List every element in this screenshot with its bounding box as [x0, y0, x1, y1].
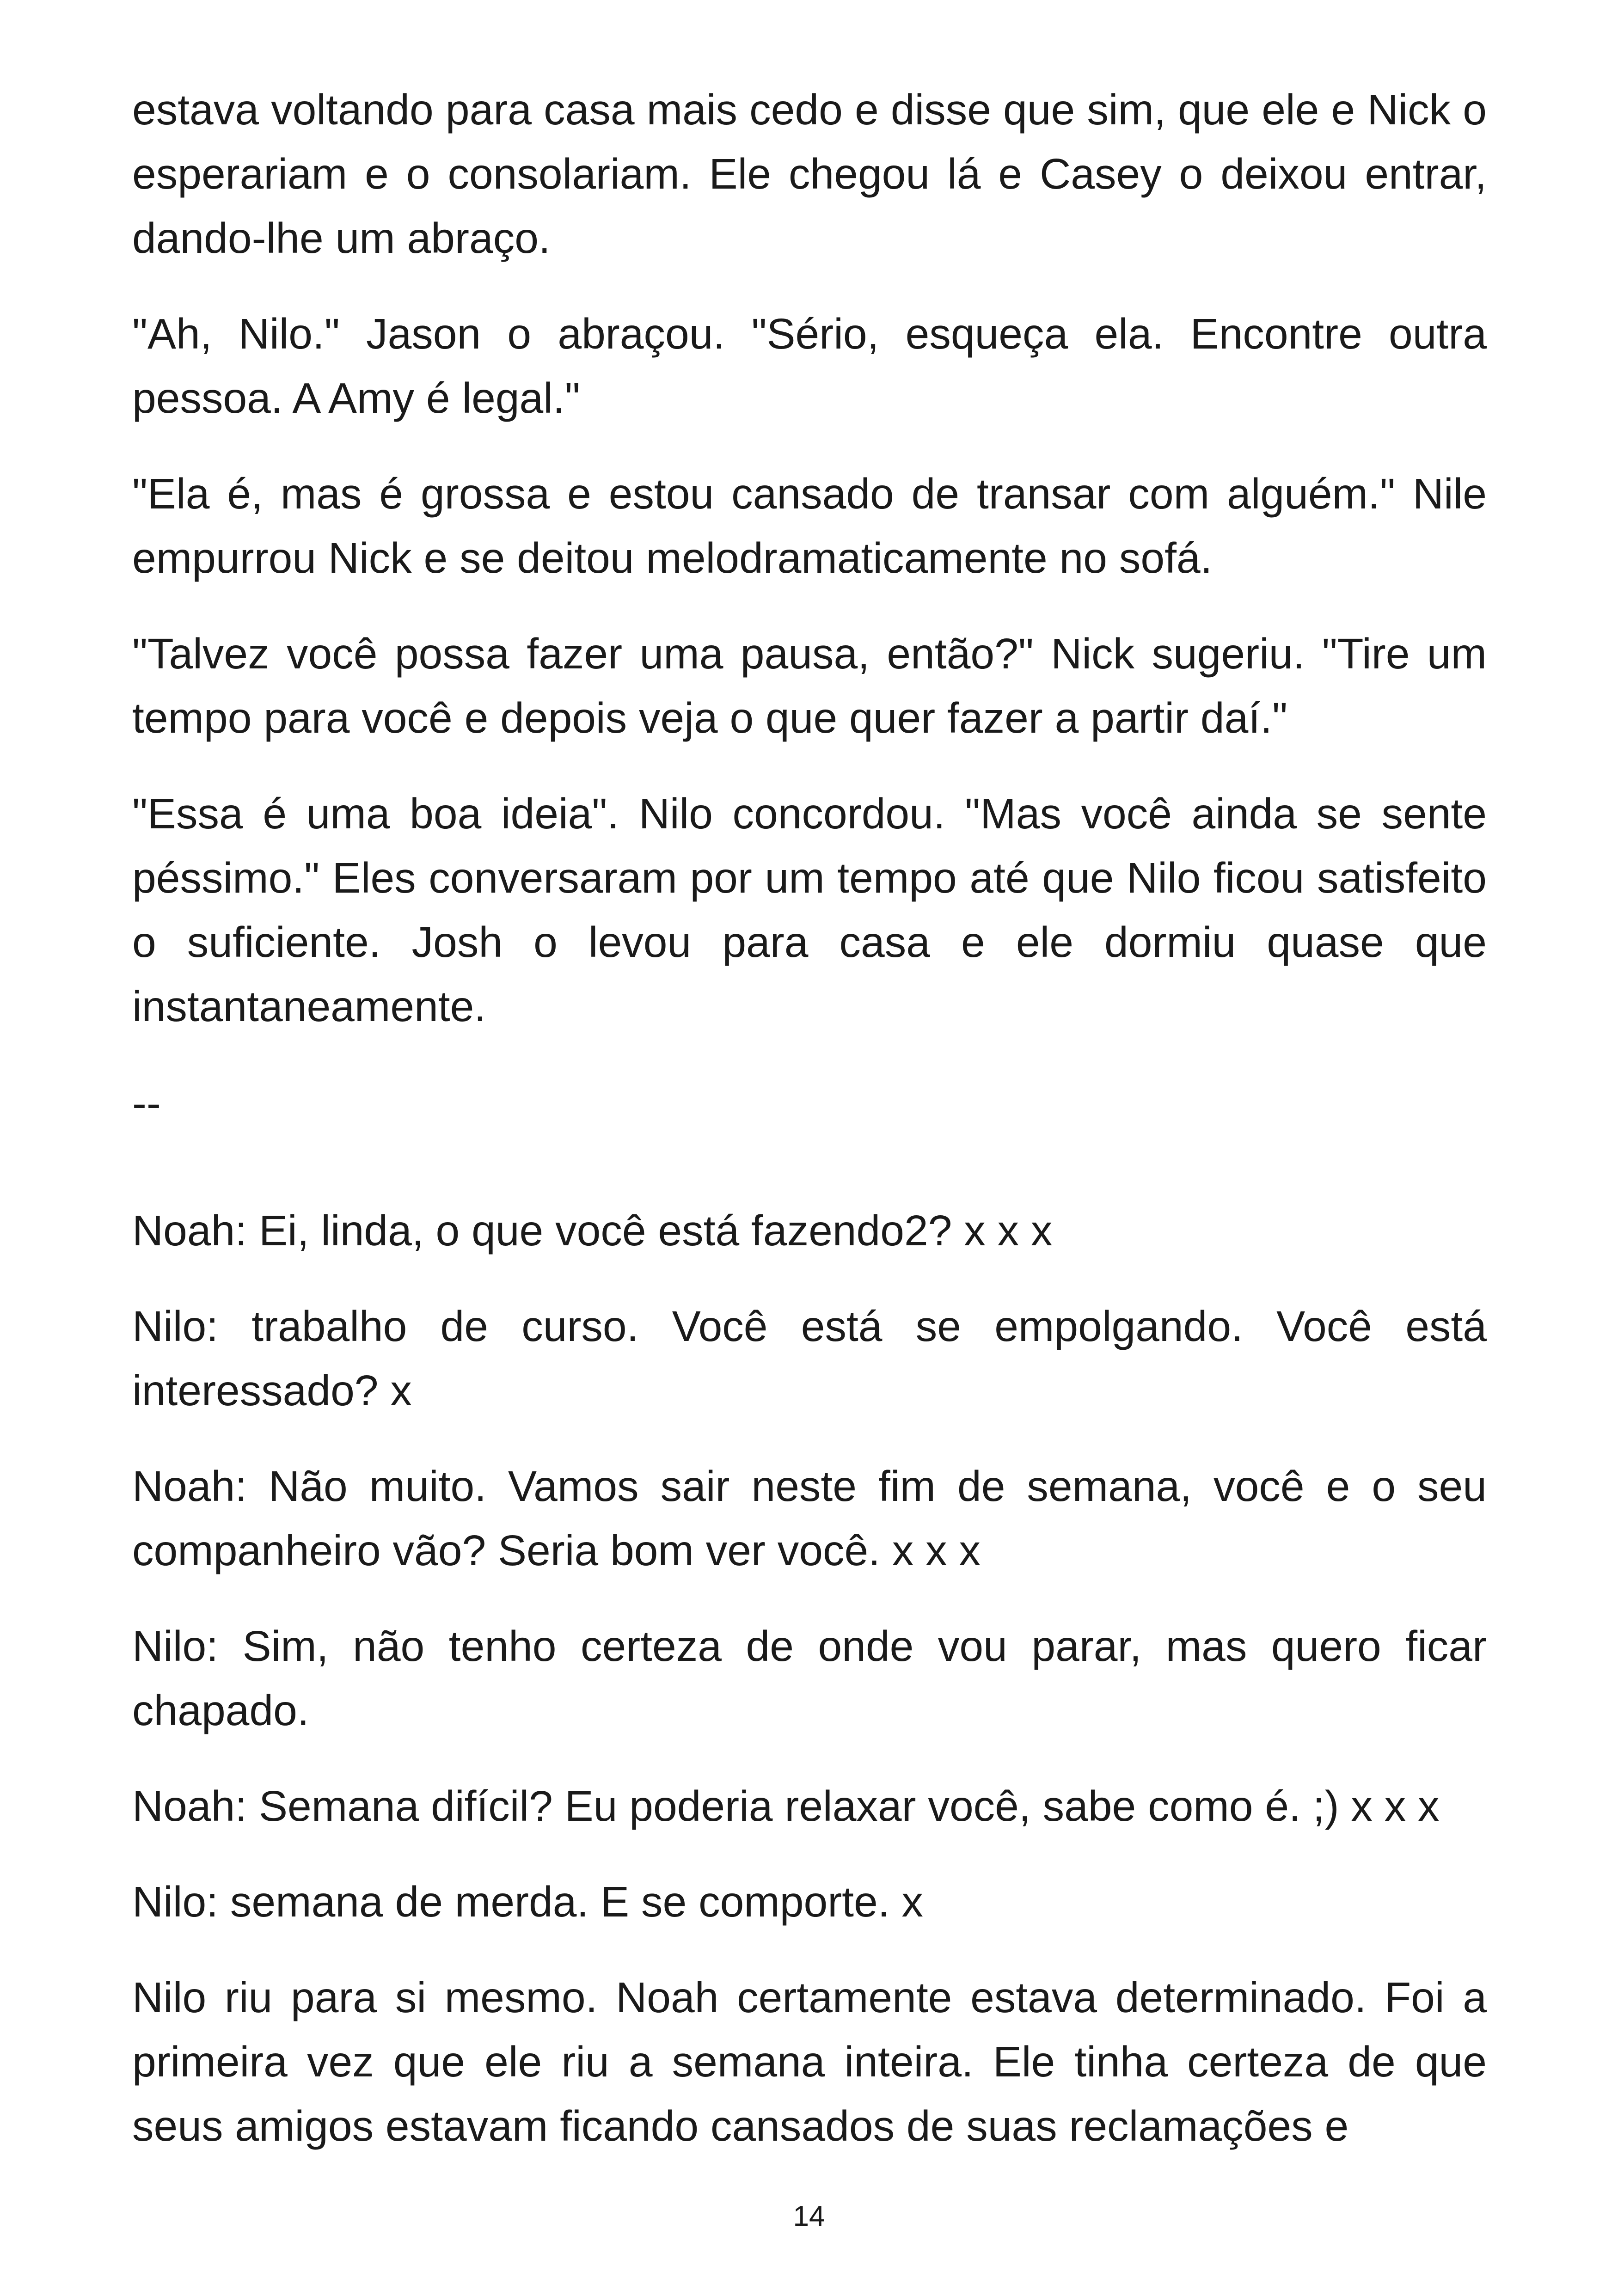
paragraph: "Ah, Nilo." Jason o abraçou. "Sério, esqueça ela. Encontre outra pessoa. A Amy é legal.": [132, 310, 1487, 422]
chat-message: Noah: Ei, linda, o que você está fazendo2? x x x: [132, 1206, 1053, 1255]
paragraph: "Ela é, mas é grossa e estou cansado de transar com alguém." Nile empurrou Nick e se deitou melodramaticamente no sofá.: [132, 470, 1487, 582]
scene-divider: --: [132, 1079, 161, 1127]
paragraph: estava voltando para casa mais cedo e disse que sim, que ele e Nick o esperariam e o consolariam. Ele chegou lá e Casey o deixou entrar, dando-lhe um abraço.: [132, 86, 1487, 262]
chat-message: Noah: Semana difícil? Eu poderia relaxar você, sabe como é. ;) x x x: [132, 1782, 1440, 1830]
paragraph: "Essa é uma boa ideia". Nilo concordou. "Mas você ainda se sente péssimo." Eles conversaram por um tempo até que Nilo ficou satisfeito o suficiente. Josh o levou para casa e ele dormiu quase que instantaneamente.: [132, 790, 1487, 1030]
page-number: 14: [793, 2200, 825, 2232]
page-body: [132, 78, 1487, 2190]
paragraph: "Talvez você possa fazer uma pausa, então?" Nick sugeriu. "Tire um tempo para você e depois veja o que quer fazer a partir daí.": [132, 630, 1487, 742]
paragraph: Nilo riu para si mesmo. Noah certamente estava determinado. Foi a primeira vez que ele riu a semana inteira. Ele tinha certeza de que seus amigos estavam ficando cansados de suas reclamações e: [132, 1973, 1487, 2150]
chat-message: Noah: Não muito. Vamos sair neste fim de semana, você e o seu companheiro vão? Seria bom ver você. x x x: [132, 1462, 1487, 1574]
chat-message: Nilo: trabalho de curso. Você está se empolgando. Você está interessado? x: [132, 1302, 1487, 1414]
chat-message: Nilo: Sim, não tenho certeza de onde vou parar, mas quero ficar chapado.: [132, 1622, 1487, 1734]
chat-message: Nilo: semana de merda. E se comporte. x: [132, 1878, 923, 1926]
